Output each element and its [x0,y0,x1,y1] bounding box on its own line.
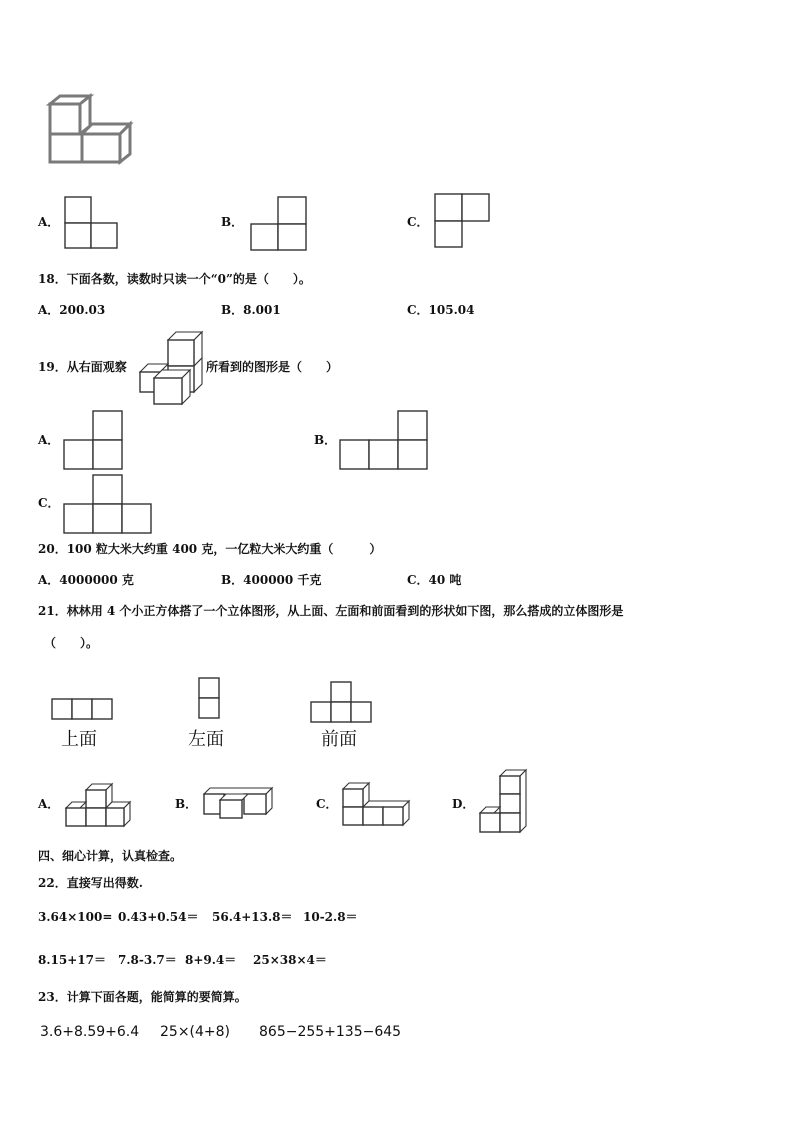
cube-stack-figure [44,94,139,166]
q17-option-a-figure[interactable] [64,196,120,250]
q23-expression: 865−255+135−645 [259,1024,402,1040]
q22-item: 8.15+17＝ [38,953,106,967]
q17-option-c-label[interactable]: C． [407,215,429,229]
q17-option-c-figure[interactable] [434,193,492,249]
q23-title: 23．计算下面各题，能简算的要简算。 [38,990,247,1004]
q21-option-b-label[interactable]: B． [175,797,198,811]
q22-title: 22．直接写出得数. [38,876,143,890]
q20-option-a[interactable]: A．4000000 克 [38,573,134,587]
q22-item: 8+9.4＝ [185,953,237,967]
q21-option-c-label[interactable]: C． [316,797,338,811]
q18-option-b[interactable]: B．8.001 [221,303,281,317]
q22-item: 3.64×100= [38,910,113,924]
q19-option-a-figure[interactable] [63,410,125,472]
q18-option-c[interactable]: C．105.04 [407,303,475,317]
q18-option-a[interactable]: A．200.03 [38,303,106,317]
q19-cube-figure [138,330,208,406]
q22-item: 10-2.8＝ [303,910,358,924]
q21-top-view-caption: 上面 [61,729,97,750]
q18-question: 18．下面各数，读数时只读一个“0”的是（ ）。 [38,272,311,286]
q23-expression: 25×(4+8) [160,1024,231,1040]
q22-item: 56.4+13.8＝ [212,910,293,924]
q19-option-b-label[interactable]: B． [314,433,337,447]
q21-left-view [198,677,222,721]
q22-item: 25×38×4＝ [253,953,327,967]
q21-option-d-label[interactable]: D． [452,797,475,811]
q19-question-suffix: 所看到的图形是（ ） [206,360,339,374]
q19-option-c-figure[interactable] [63,474,155,536]
q21-question-line2: （ ）。 [44,636,99,650]
q19-question-prefix: 19．从右面观察 [38,360,127,374]
q21-left-view-caption: 左面 [188,729,224,750]
q21-option-c-figure[interactable] [341,781,411,829]
q17-option-b-label[interactable]: B． [221,215,244,229]
q17-option-b-figure[interactable] [250,196,308,252]
section-4-title: 四、细心计算，认真检查。 [38,849,183,863]
q20-option-c[interactable]: C．40 吨 [407,573,462,587]
q21-option-d-figure[interactable] [478,768,528,834]
q21-option-a-label[interactable]: A． [38,797,60,811]
q22-item: 0.43+0.54＝ [118,910,199,924]
q21-top-view [51,698,115,722]
q21-option-a-figure[interactable] [64,782,134,828]
q19-option-b-figure[interactable] [339,410,431,472]
q23-expression: 3.6+8.59+6.4 [40,1024,140,1040]
q19-option-a-label[interactable]: A． [38,433,60,447]
q20-option-b[interactable]: B．400000 千克 [221,573,322,587]
q21-front-view [310,681,374,725]
q19-option-c-label[interactable]: C． [38,496,60,510]
q17-option-a-label[interactable]: A． [38,215,60,229]
q20-question: 20．100 粒大米大约重 400 克，一亿粒大米大约重（ ） [38,542,382,556]
q21-option-b-figure[interactable] [202,786,274,820]
q21-question-line1: 21．林林用 4 个小正方体搭了一个立体图形，从上面、左面和前面看到的形状如下图，那么搭成的立体图形是 [38,604,624,618]
q21-front-view-caption: 前面 [321,729,357,750]
q22-item: 7.8-3.7＝ [118,953,177,967]
